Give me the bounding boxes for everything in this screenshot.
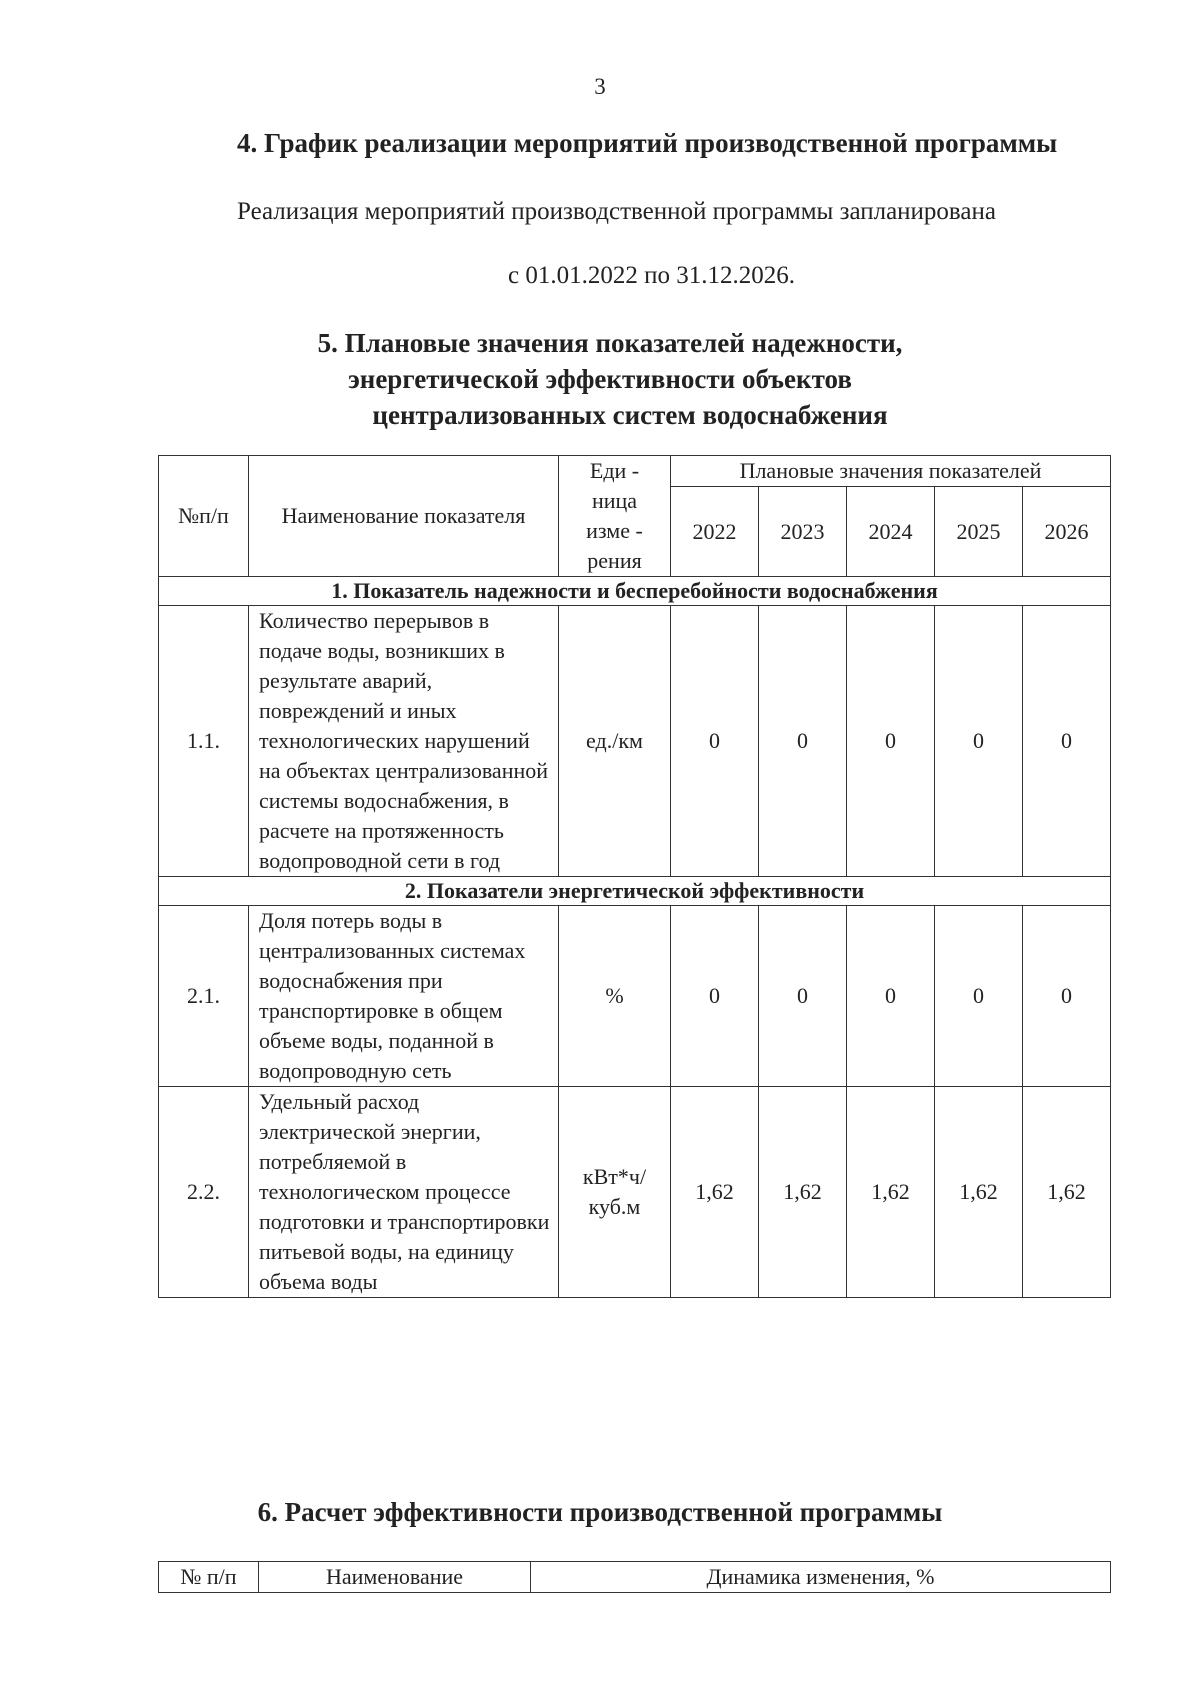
section-5-heading-line-3: централизованных систем водоснабжения bbox=[372, 400, 888, 430]
efficiency-header-dynamics: Динамика изменения, % bbox=[531, 1562, 1111, 1593]
efficiency-header-num: № п/п bbox=[159, 1562, 259, 1593]
section-4-text-line-1: Реализация мероприятий производственной программы запланирована bbox=[237, 198, 996, 225]
indicators-table bbox=[158, 455, 1111, 1298]
row-num: 2.2. bbox=[159, 1087, 249, 1298]
row-value: 0 bbox=[847, 606, 935, 877]
header-name: Наименование показателя bbox=[249, 456, 559, 577]
section-6-heading: 6. Расчет эффективности производственной программы bbox=[257, 1497, 943, 1527]
header-plan: Плановые значения показателей bbox=[671, 456, 1111, 487]
row-name: Количество перерывов в подаче воды, возникших в результате аварий, повреждений и иных технологических нарушений на объектах централизованной системы водоснабжения, в расчете на протяженность водопроводной сети в год bbox=[249, 606, 559, 877]
section-4-text-line-2: с 01.01.2022 по 31.12.2026. bbox=[508, 262, 795, 289]
row-value: 0 bbox=[1023, 606, 1111, 877]
row-value: 0 bbox=[935, 606, 1023, 877]
header-year: 2024 bbox=[847, 487, 935, 577]
header-year: 2026 bbox=[1023, 487, 1111, 577]
row-unit: ед./км bbox=[559, 606, 671, 877]
row-num: 2.1. bbox=[159, 906, 249, 1087]
section-5-heading-line-2: энергетической эффективности объектов bbox=[348, 364, 852, 394]
row-value: 0 bbox=[671, 606, 759, 877]
row-value: 1,62 bbox=[847, 1087, 935, 1298]
row-num: 1.1. bbox=[159, 606, 249, 877]
section-4-heading: 4. График реализации мероприятий производственной программы bbox=[237, 128, 1058, 158]
efficiency-header-name: Наименование bbox=[259, 1562, 531, 1593]
page-number: 3 bbox=[594, 74, 606, 99]
group-title: 1. Показатель надежности и бесперебойности водоснабжения bbox=[159, 577, 1111, 606]
row-name: Доля потерь воды в централизованных системах водоснабжения при транспортировке в общем объеме воды, поданной в водопроводную сеть bbox=[249, 906, 559, 1087]
header-unit: Еди - ница изме - рения bbox=[559, 456, 671, 577]
table-row bbox=[159, 1087, 1111, 1298]
header-num: №п/п bbox=[159, 456, 249, 577]
row-name: Удельный расход электрической энергии, потребляемой в технологическом процессе подготовки и транспортировки питьевой воды, на единицу объема воды bbox=[249, 1087, 559, 1298]
row-value: 0 bbox=[1023, 906, 1111, 1087]
row-value: 0 bbox=[671, 906, 759, 1087]
table-row bbox=[159, 906, 1111, 1087]
row-unit: кВт*ч/ куб.м bbox=[559, 1087, 671, 1298]
section-5-heading bbox=[0, 325, 1200, 433]
row-unit: % bbox=[559, 906, 671, 1087]
table-row bbox=[159, 606, 1111, 877]
header-year: 2022 bbox=[671, 487, 759, 577]
row-value: 0 bbox=[759, 906, 847, 1087]
efficiency-table bbox=[158, 1561, 1111, 1593]
header-year: 2025 bbox=[935, 487, 1023, 577]
row-value: 0 bbox=[847, 906, 935, 1087]
row-value: 1,62 bbox=[935, 1087, 1023, 1298]
section-5-heading-line-1: 5. Плановые значения показателей надежности, bbox=[317, 328, 903, 358]
row-value: 1,62 bbox=[1023, 1087, 1111, 1298]
row-value: 0 bbox=[935, 906, 1023, 1087]
row-value: 1,62 bbox=[671, 1087, 759, 1298]
row-value: 1,62 bbox=[759, 1087, 847, 1298]
row-value: 0 bbox=[759, 606, 847, 877]
header-year: 2023 bbox=[759, 487, 847, 577]
group-title: 2. Показатели энергетической эффективности bbox=[159, 877, 1111, 906]
